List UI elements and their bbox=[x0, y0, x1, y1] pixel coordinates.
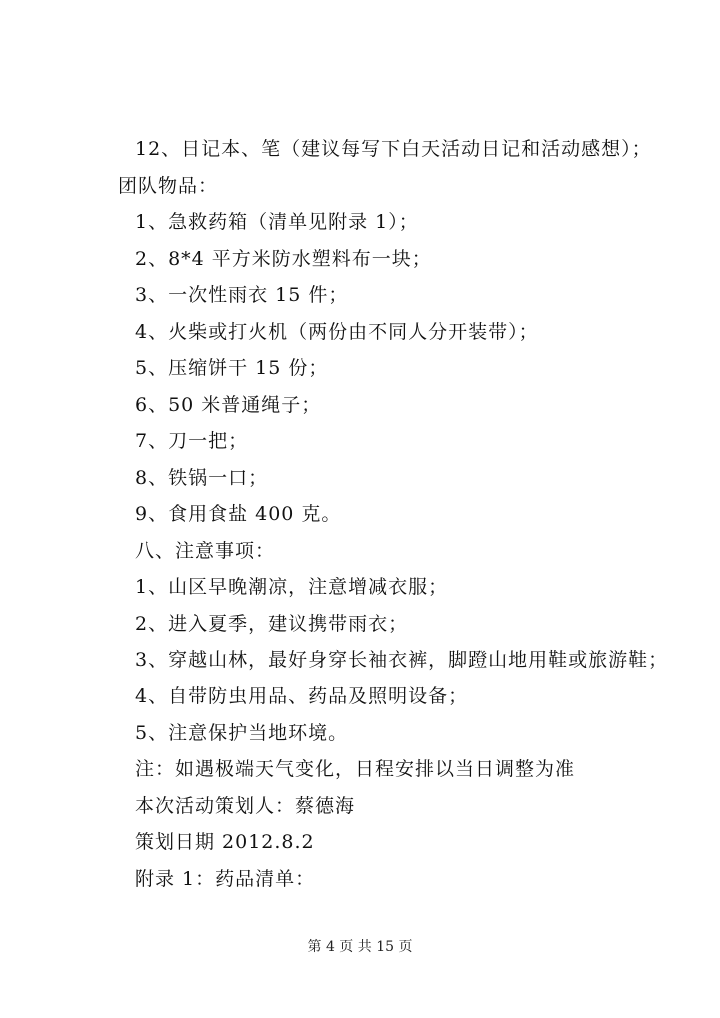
planner-line: 本次活动策划人：蔡德海 bbox=[135, 795, 356, 817]
page-footer: 第 4 页 共 15 页 bbox=[307, 939, 413, 955]
note-line: 注：如遇极端天气变化，日程安排以当日调整为准 bbox=[135, 758, 576, 780]
appendix-heading: 附录 1：药品清单： bbox=[135, 868, 316, 890]
text-line: 2、进入夏季，建议携带雨衣； bbox=[135, 613, 409, 635]
text-line: 1、山区早晚潮凉，注意增减衣服； bbox=[135, 576, 449, 598]
text-line: 1、急救药箱（清单见附录 1）； bbox=[135, 211, 419, 233]
date-line: 策划日期 2012.8.2 bbox=[135, 831, 315, 853]
text-line: 3、一次性雨衣 15 件； bbox=[135, 284, 349, 306]
text-line: 9、食用食盐 400 克。 bbox=[135, 503, 342, 525]
text-line: 2、8*4 平方米防水塑料布一块； bbox=[135, 248, 432, 270]
text-line: 8、铁锅一口； bbox=[135, 467, 269, 489]
text-line: 5、压缩饼干 15 份； bbox=[135, 357, 329, 379]
text-line: 4、火柴或打火机（两份由不同人分开装带）； bbox=[135, 321, 539, 343]
section-heading: 八、注意事项： bbox=[135, 540, 276, 562]
text-line: 5、注意保护当地环境。 bbox=[135, 722, 349, 744]
text-line: 12、日记本、笔（建议每写下白天活动日记和活动感想）； bbox=[135, 138, 652, 160]
text-line: 3、穿越山林，最好身穿长袖衣裤，脚蹬山地用鞋或旅游鞋； bbox=[135, 649, 669, 671]
text-line: 4、自带防虫用品、药品及照明设备； bbox=[135, 685, 469, 707]
text-line: 7、刀一把； bbox=[135, 430, 249, 452]
text-line: 6、50 米普通绳子； bbox=[135, 394, 322, 416]
section-heading: 团队物品： bbox=[118, 175, 219, 197]
